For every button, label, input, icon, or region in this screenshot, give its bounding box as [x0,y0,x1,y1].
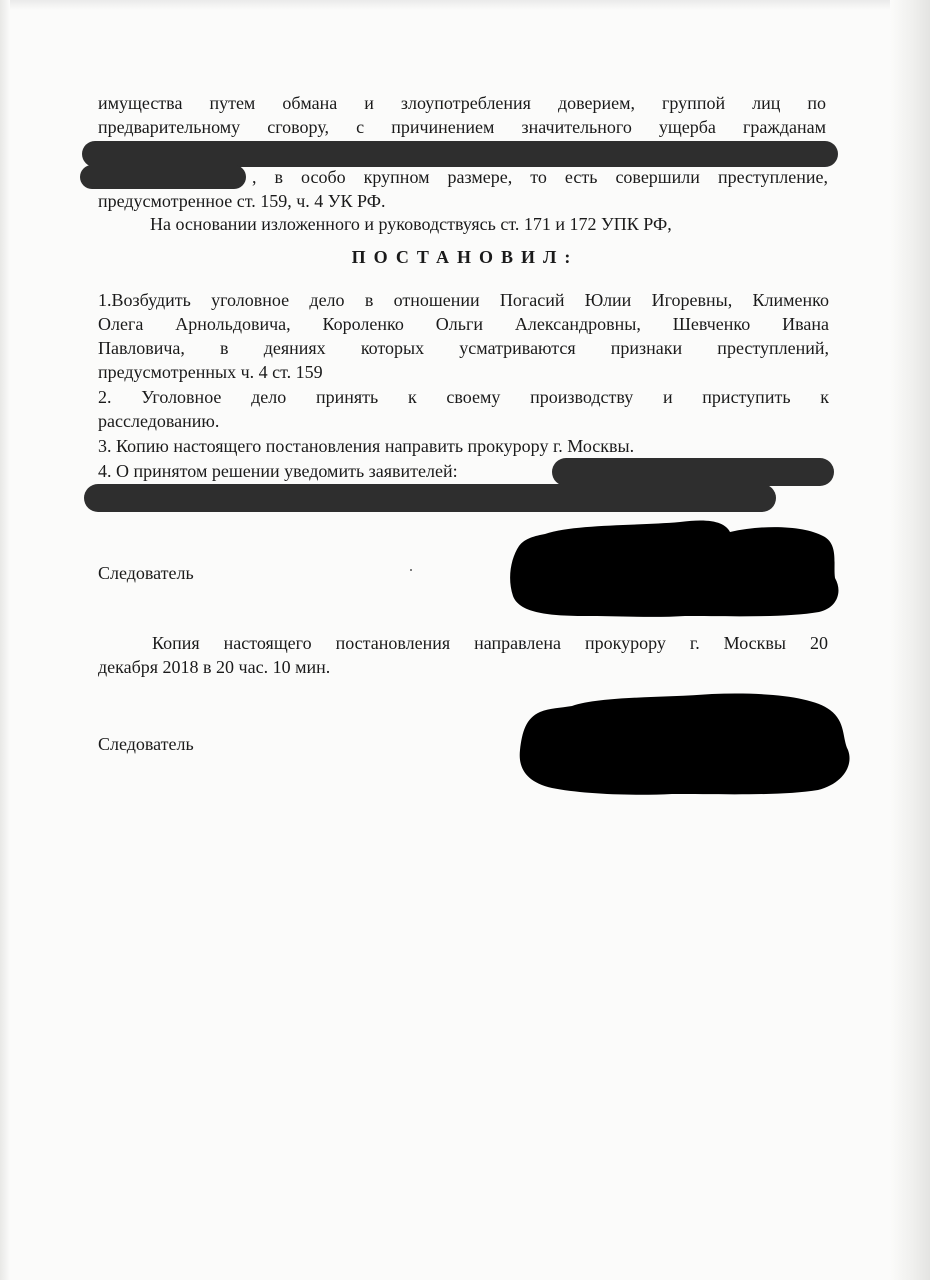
scan-edge-top [0,0,930,10]
intro-line-4: предусмотренное ст. 159, ч. 4 УК РФ. [98,191,386,211]
ink-speck [410,569,412,571]
redaction-bar [84,484,776,512]
intro-line-1: имущества путем обмана и злоупотребления доверием, группой лиц по [98,93,826,113]
basis-line: На основании изложенного и руководствуясь ст. 171 и 172 УПК РФ, [150,214,672,234]
intro-line-2: предварительному сговору, с причинением значительного ущерба гражданам [98,117,826,137]
item-1-line-4: предусмотренных ч. 4 ст. 159 [98,362,323,382]
signature-label-2: Следователь [98,734,194,754]
redaction-bar [80,165,246,189]
item-2-line-2: расследованию. [98,411,220,431]
intro-line-3: , в особо крупном размере, то есть совершили преступление, [252,167,828,187]
item-3: 3. Копию настоящего постановления направить прокурору г. Москвы. [98,436,635,456]
redaction-bar [82,141,838,167]
scan-edge-left [0,0,10,1280]
redacted-signature-2 [512,688,857,800]
item-1-line-2: Олега Арнольдовича, Короленко Ольги Александровны, Шевченко Ивана [98,314,829,334]
redacted-signature-1 [505,512,845,622]
item-1-line-1: 1.Возбудить уголовное дело в отношении Погасий Юлии Игоревны, Клименко [98,290,829,310]
item-1-line-3: Павловича, в деяниях которых усматриваются признаки преступлений, [98,338,829,358]
copy-note-line-2: декабря 2018 в 20 час. 10 мин. [98,657,331,677]
copy-note-line-1: Копия настоящего постановления направлена прокурору г. Москвы 20 [152,633,828,653]
redaction-bar [552,458,834,486]
resolution-heading: ПОСТАНОВИЛ: [351,247,579,267]
signature-label-1: Следователь [98,563,194,583]
item-2-line-1: 2. Уголовное дело принять к своему производству и приступить к [98,387,829,407]
item-4: 4. О принятом решении уведомить заявителей: [98,461,458,481]
scan-edge-right [890,0,930,1280]
